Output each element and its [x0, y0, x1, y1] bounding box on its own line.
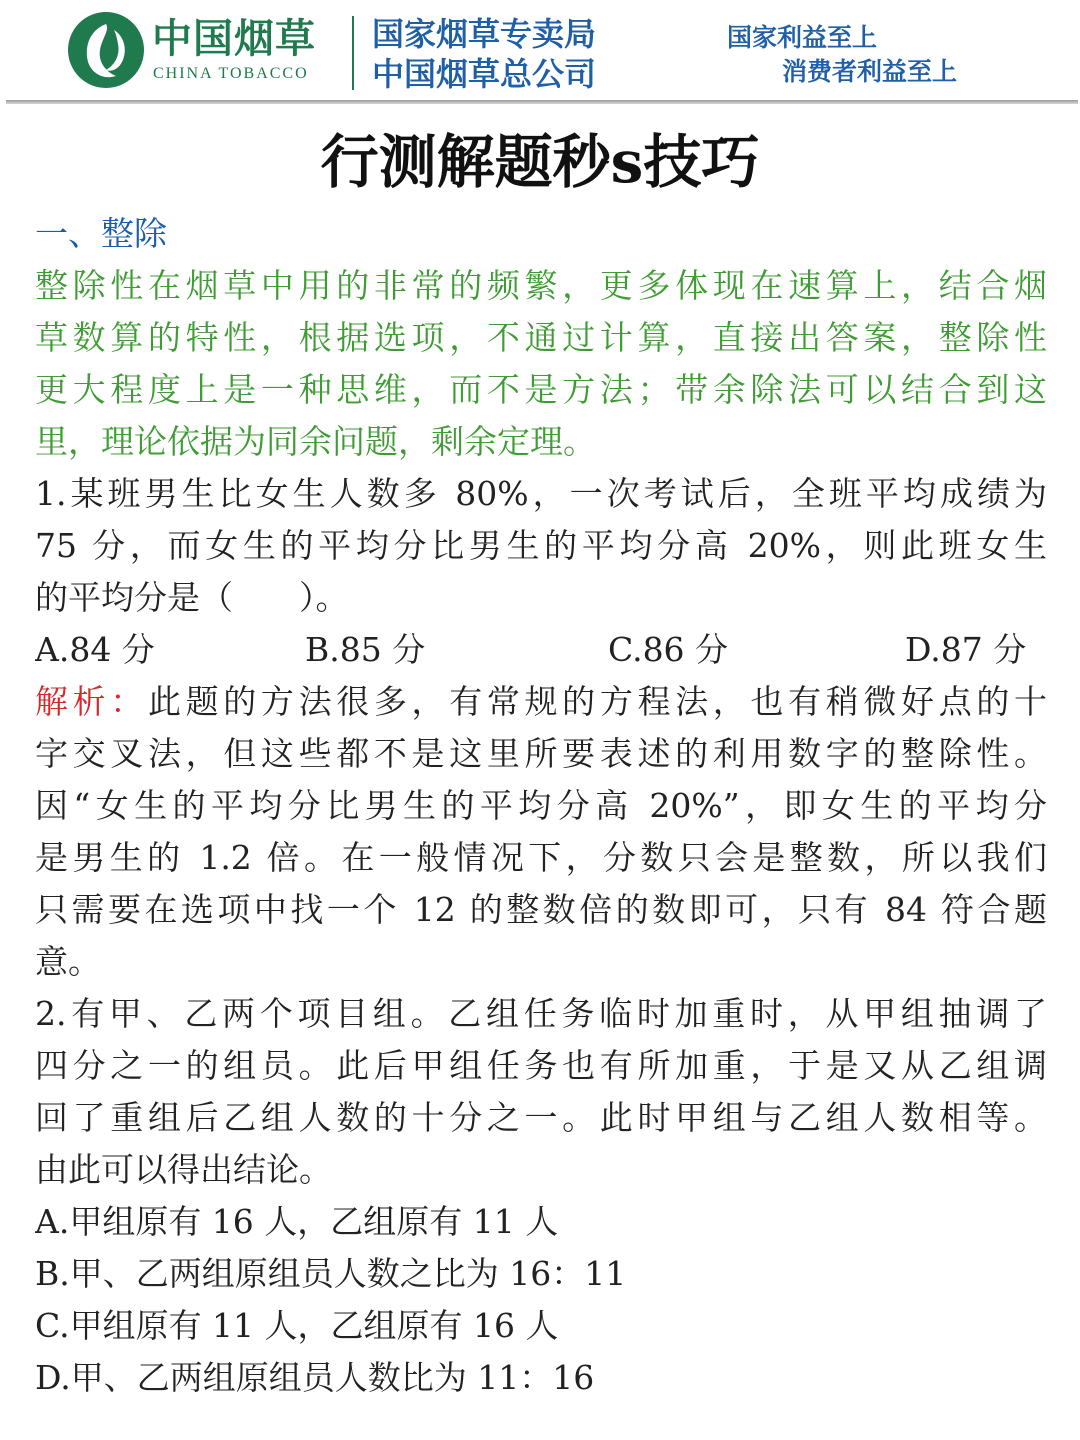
question-2-line: 四分之一的组员。此后甲组任务也有所加重，于是又从乙组调 [35, 1046, 1047, 1085]
question-1-options [35, 624, 1047, 676]
header-divider [352, 16, 354, 90]
document-body [35, 208, 1047, 1404]
question-1-line: 75 分，而女生的平均分比男生的平均分高 20%，则此班女生 [35, 526, 1047, 565]
question-2-option-b: B.甲、乙两组原组员人数之比为 16：11 [35, 1254, 627, 1293]
analysis-line: 意。 [35, 942, 101, 981]
logo-english-text: CHINA TOBACCO [153, 65, 309, 82]
question-2-line: 回了重组后乙组人数的十分之一。此时甲组与乙组人数相等。 [35, 1098, 1047, 1137]
intro-line: 草数算的特性，根据选项，不通过计算，直接出答案，整除性 [35, 318, 1047, 357]
question-1-option-c: C.86 分 [608, 630, 729, 669]
analysis-line: 只需要在选项中找一个 12 的整数倍的数即可，只有 84 符合题 [35, 890, 1047, 929]
analysis-label: 解析： [35, 682, 148, 721]
question-1-line: 1.某班男生比女生人数多 80%，一次考试后，全班平均成绩为 [35, 474, 1047, 513]
header-rule [6, 100, 1078, 104]
question-2-option-c: C.甲组原有 11 人，乙组原有 16 人 [35, 1306, 559, 1345]
question-1-option-b: B.85 分 [305, 630, 426, 669]
question-2-option-a: A.甲组原有 16 人，乙组原有 11 人 [35, 1202, 559, 1241]
logo-chinese-text: 中国烟草 [152, 16, 316, 62]
intro-line: 整除性在烟草中用的非常的频繁，更多体现在速算上，结合烟 [35, 266, 1047, 305]
china-tobacco-leaf-logo-icon [66, 10, 146, 90]
org-name-line-2: 中国烟草总公司 [372, 55, 597, 93]
slogan-line-1: 国家利益至上 [727, 23, 878, 52]
question-2-line: 由此可以得出结论。 [35, 1150, 332, 1189]
analysis-line: 是男生的 1.2 倍。在一般情况下，分数只会是整数，所以我们 [35, 838, 1047, 877]
analysis-text: 此题的方法很多，有常规的方程法，也有稍微好点的十 [147, 682, 1047, 721]
question-1-option-d: D.87 分 [905, 630, 1027, 669]
section-heading: 一、整除 [35, 214, 167, 253]
analysis-line: 因“女生的平均分比男生的平均分高 20%”，即女生的平均分 [35, 786, 1047, 825]
analysis-line: 字交叉法，但这些都不是这里所要表述的利用数字的整除性。 [35, 734, 1047, 773]
org-name-line-1: 国家烟草专卖局 [372, 15, 597, 53]
question-2-option-d: D.甲、乙两组原组员人数比为 11：16 [35, 1358, 595, 1397]
intro-line: 更大程度上是一种思维，而不是方法；带余除法可以结合到这 [35, 370, 1047, 409]
question-2-line: 2.有甲、乙两个项目组。乙组任务临时加重时，从甲组抽调了 [35, 994, 1047, 1033]
page-header [0, 0, 1080, 104]
intro-line: 里，理论依据为同余问题，剩余定理。 [35, 422, 596, 461]
slogan-line-2: 消费者利益至上 [782, 57, 958, 86]
question-1-option-a: A.84 分 [35, 630, 155, 669]
analysis-first-line [35, 676, 1047, 728]
question-1-line: 的平均分是（ ）。 [35, 578, 349, 617]
page-title: 行测解题秒s技巧 [320, 128, 760, 196]
